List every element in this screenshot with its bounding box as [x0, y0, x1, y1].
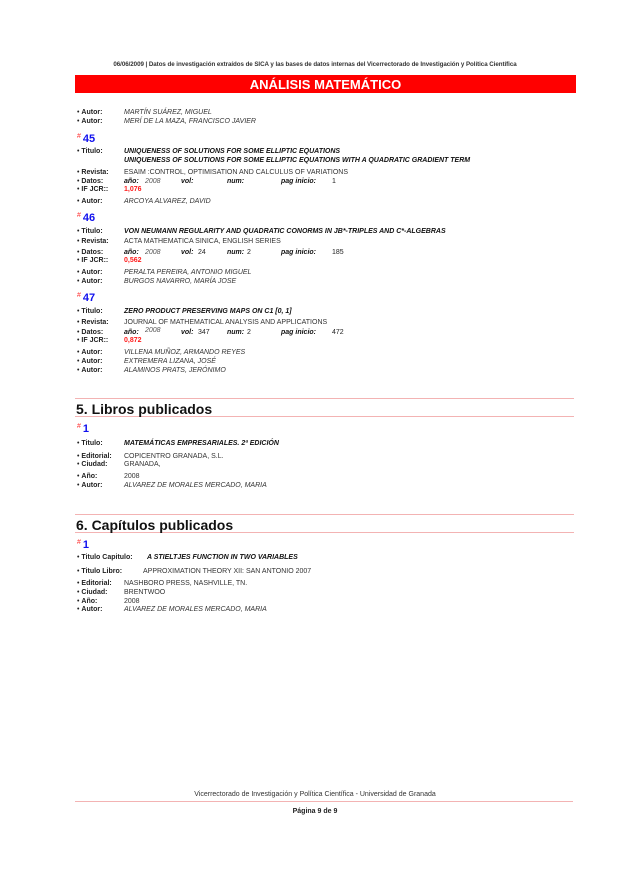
author-label: • Autor:: [77, 349, 102, 357]
journal-label: • Revista:: [77, 319, 109, 327]
footer-divider: [75, 801, 573, 802]
journal-label: • Revista:: [77, 169, 109, 177]
entry-number-value: 1: [82, 423, 90, 435]
entry-number: [77, 292, 95, 304]
footer-institution: Vicerrectorado de Investigación y Política Científica - Universidad de Granada: [194, 791, 436, 798]
author-label: • Autor:: [77, 269, 102, 277]
entry-number-value: 45: [82, 133, 96, 145]
author-value: BURGOS NAVARRO, MARÍA JOSE: [124, 278, 237, 285]
publisher-label: • Editorial:: [77, 453, 112, 461]
page-header: 06/06/2009 | Datos de investigación extraídos de SICA y las bases de datos internas del Vicerrectorado de Investigación y Política Científica: [113, 61, 517, 68]
entry-number: [77, 423, 89, 435]
city-label: • Ciudad:: [77, 461, 107, 469]
vol-key: vol:: [181, 178, 194, 185]
title-label: • Titulo:: [77, 440, 103, 448]
author-value: ARCOYA ALVAREZ, DAVID: [124, 198, 211, 205]
num-key: num:: [227, 329, 245, 336]
chapter-title-value: A STIELTJES FUNCTION IN TWO VARIABLES: [147, 554, 298, 561]
impact-factor-label: • IF JCR::: [77, 337, 108, 345]
title-label: • Titulo:: [77, 308, 103, 316]
page-start-key: pag inicio:: [281, 249, 316, 256]
title-value: UNIQUENESS OF SOLUTIONS FOR SOME ELLIPTIC EQUATIONS: [124, 148, 341, 155]
author-label: • Autor:: [77, 358, 102, 366]
impact-factor-value: 0,562: [124, 257, 142, 264]
hash-icon: #: [77, 133, 81, 140]
author-label: • Autor:: [77, 278, 102, 286]
entry-number: [77, 539, 89, 551]
journal-value: JOURNAL OF MATHEMATICAL ANALYSIS AND APPLICATIONS: [124, 319, 328, 326]
author-value: EXTREMERA LIZANA, JOSÉ: [124, 358, 216, 365]
author-value: MERÍ DE LA MAZA, FRANCISCO JAVIER: [124, 118, 256, 125]
year-key: año:: [124, 249, 139, 256]
impact-factor-label: • IF JCR::: [77, 257, 108, 265]
page-start-key: pag inicio:: [281, 329, 316, 336]
vol-key: vol:: [181, 249, 194, 256]
entry-number: [77, 212, 95, 224]
year-key: año:: [124, 178, 139, 185]
section-heading-books: 5. Libros publicados: [75, 398, 574, 417]
entry-number-value: 47: [82, 292, 96, 304]
author-label: • Autor:: [77, 198, 102, 206]
hash-icon: #: [77, 212, 81, 219]
num-value: 2: [247, 329, 251, 336]
impact-factor-value: 0,872: [124, 337, 142, 344]
year-value: 2008: [145, 327, 161, 334]
journal-label: • Revista:: [77, 238, 109, 246]
vol-value: 24: [198, 249, 206, 256]
author-value: ALVAREZ DE MORALES MERCADO, MARIA: [124, 606, 267, 613]
num-key: num:: [227, 249, 245, 256]
vol-key: vol:: [181, 329, 194, 336]
author-value: ALVAREZ DE MORALES MERCADO, MARIA: [124, 482, 267, 489]
entry-number-value: 46: [82, 212, 96, 224]
author-value: PERALTA PEREIRA, ANTONIO MIGUEL: [124, 269, 252, 276]
author-value: MARTÍN SUÁREZ, MIGUEL: [124, 109, 212, 116]
author-label: • Autor:: [77, 482, 102, 490]
publisher-value: NASHBORO PRESS, NASHVILLE, TN.: [124, 580, 248, 587]
data-label: • Datos:: [77, 178, 103, 186]
city-label: • Ciudad:: [77, 589, 107, 597]
author-value: ALAMINOS PRATS, JERÓNIMO: [124, 367, 226, 374]
page-start-value: 185: [332, 249, 344, 256]
title-value: UNIQUENESS OF SOLUTIONS FOR SOME ELLIPTIC EQUATIONS WITH A QUADRATIC GRADIENT TERM: [124, 157, 471, 164]
num-key: num:: [227, 178, 245, 185]
page-start-value: 472: [332, 329, 344, 336]
author-label: • Autor:: [77, 118, 102, 126]
year-label: • Año:: [77, 598, 97, 606]
journal-value: ACTA MATHEMATICA SINICA, ENGLISH SERIES: [124, 238, 281, 245]
title-value: VON NEUMANN REGULARITY AND QUADRATIC CONORMS IN JB*-TRIPLES AND C*-ALGEBRAS: [124, 228, 446, 235]
impact-factor-value: 1,076: [124, 186, 142, 193]
year-value: 2008: [145, 178, 161, 185]
page-start-value: 1: [332, 178, 336, 185]
year-value: 2008: [145, 249, 161, 256]
page-number: Página 9 de 9: [292, 808, 338, 815]
num-value: 2: [247, 249, 251, 256]
title-value: MATEMÁTICAS EMPRESARIALES. 2ª EDICIÓN: [124, 440, 279, 447]
year-value: 2008: [124, 473, 140, 480]
year-value: 2008: [124, 598, 140, 605]
vol-value: 347: [198, 329, 210, 336]
publisher-label: • Editorial:: [77, 580, 112, 588]
page-start-key: pag inicio:: [281, 178, 316, 185]
entry-number: [77, 133, 95, 145]
section-heading-chapters: 6. Capítulos publicados: [75, 514, 574, 533]
title-label: • Titulo:: [77, 148, 103, 156]
title-value: ZERO PRODUCT PRESERVING MAPS ON C1 [0, 1]: [124, 308, 292, 315]
entry-number-value: 1: [82, 539, 90, 551]
city-value: GRANADA,: [124, 461, 161, 468]
book-title-label: • Titulo Libro:: [77, 568, 122, 576]
impact-factor-label: • IF JCR::: [77, 186, 108, 194]
hash-icon: #: [77, 423, 81, 430]
author-label: • Autor:: [77, 606, 102, 614]
department-banner: ANÁLISIS MATEMÁTICO: [75, 75, 576, 93]
city-value: BRENTWOO: [124, 589, 166, 596]
publisher-value: COPICENTRO GRANADA, S.L.: [124, 453, 224, 460]
hash-icon: #: [77, 539, 81, 546]
book-title-value: APPROXIMATION THEORY XII: SAN ANTONIO 2007: [143, 568, 312, 575]
year-label: • Año:: [77, 473, 97, 481]
journal-value: ESAIM :CONTROL, OPTIMISATION AND CALCULUS OF VARIATIONS: [124, 169, 349, 176]
hash-icon: #: [77, 292, 81, 299]
data-label: • Datos:: [77, 249, 103, 257]
data-label: • Datos:: [77, 329, 103, 337]
author-label: • Autor:: [77, 109, 102, 117]
author-label: • Autor:: [77, 367, 102, 375]
author-value: VILLENA MUÑOZ, ARMANDO REYES: [124, 349, 246, 356]
year-key: año:: [124, 329, 139, 336]
chapter-title-label: • Titulo Capitulo:: [77, 554, 133, 562]
title-label: • Titulo:: [77, 228, 103, 236]
